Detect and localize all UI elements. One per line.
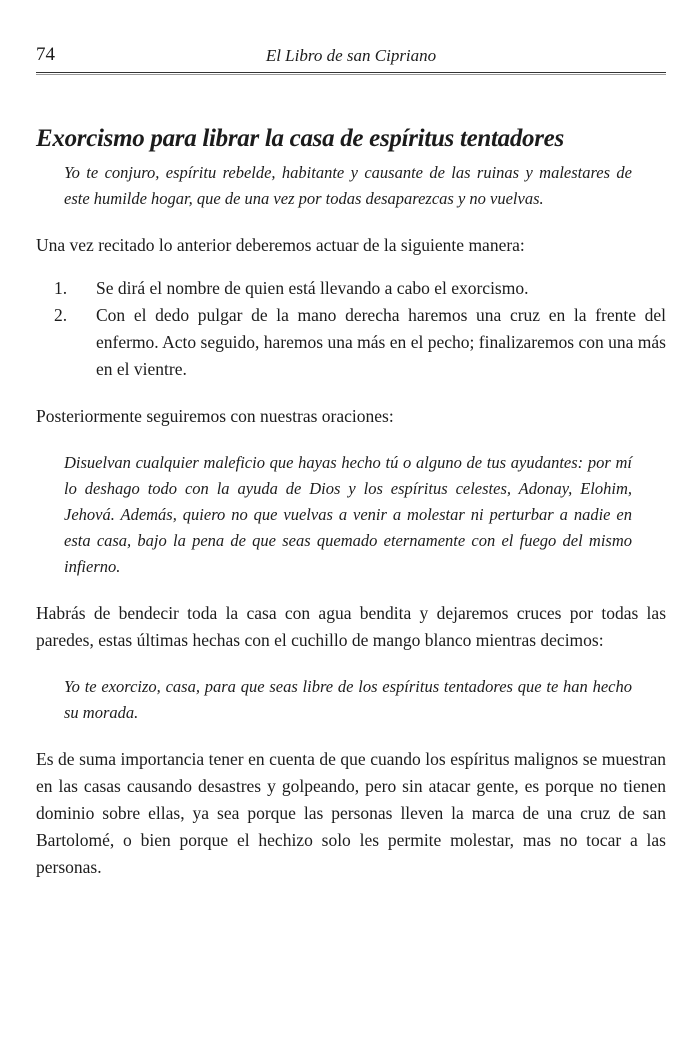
list-item-text: Se dirá el nombre de quien está llevando a cabo el exorcismo. <box>96 278 529 298</box>
invocation-quote: Yo te conjuro, espíritu rebelde, habitante y causante de las ruinas y malestares de este humilde hogar, que de una vez por todas desaparezcas y no vuelvas. <box>64 163 632 208</box>
page-number: 74 <box>36 44 55 65</box>
blessing-paragraph: Habrás de bendecir toda la casa con agua bendita y dejaremos cruces por todas las paredes, estas últimas hechas con el cuchillo de mango blanco mientras decimos: <box>36 603 666 650</box>
page-header <box>36 38 666 68</box>
closing-paragraph: Es de suma importancia tener en cuenta de que cuando los espíritus malignos se muestran en las casas causando desastres y golpeando, pero sin atacar gente, es porque no tienen dominio sobre ellas, ya sea porque las personas lleven la marca de una cruz de san Bartolomé, o bien porque el hechizo solo les permite molestar, mas no tocar a las personas. <box>36 749 666 877</box>
list-item <box>36 275 666 302</box>
list-item-text: Con el dedo pulgar de la mano derecha haremos una cruz en la frente del enfermo. Acto seguido, haremos una más en el pecho; finalizaremos con una más en el vientre. <box>96 305 666 379</box>
header-rule <box>36 72 666 75</box>
list-item-number: 1. <box>54 278 68 298</box>
intro-paragraph: Una vez recitado lo anterior deberemos actuar de la siguiente manera: <box>36 235 525 255</box>
prayer-quote: Disuelvan cualquier maleficio que hayas hecho tú o alguno de tus ayudantes: por mí lo deshago todo con la ayuda de Dios y los espíritus celestes, Adonay, Elohim, Jehová. Además, quiero no que vuelvas a venir a molestar ni perturbar a nadie en esta casa, bajo la pena de que seas quemado eternamente con el fuego del mismo infierno. <box>64 453 632 576</box>
followup-paragraph: Posteriormente seguiremos con nuestras oraciones: <box>36 406 394 426</box>
list-item-number: 2. <box>54 305 68 325</box>
page-content <box>36 124 666 881</box>
list-item <box>36 302 666 383</box>
running-title: El Libro de san Cipriano <box>265 46 437 65</box>
steps-list <box>36 275 666 383</box>
section-title: Exorcismo para librar la casa de espíritus tentadores <box>36 125 564 152</box>
exorcism-quote: Yo te exorcizo, casa, para que seas libre de los espíritus tentadores que te han hecho su morada. <box>64 677 632 722</box>
